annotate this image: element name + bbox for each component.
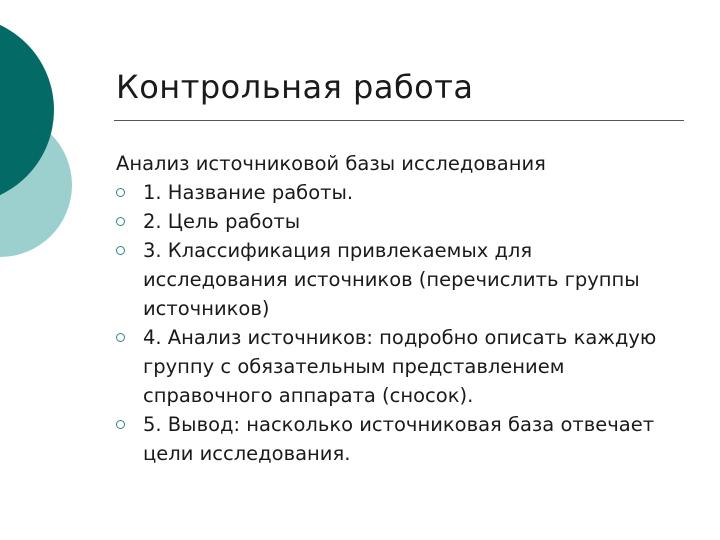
bullet-icon bbox=[116, 217, 125, 226]
slide-title: Контрольная работа bbox=[116, 68, 474, 106]
bullet-icon bbox=[116, 333, 125, 342]
list-item bbox=[116, 236, 676, 323]
list-item bbox=[116, 178, 676, 207]
list-item-text: 5. Вывод: насколько источниковая база отвечает цели исследования. bbox=[143, 413, 655, 465]
bullet-icon bbox=[116, 188, 125, 197]
list-item bbox=[116, 207, 676, 236]
bullet-list bbox=[116, 178, 676, 468]
list-item-text: 1. Название работы. bbox=[143, 181, 354, 204]
title-divider bbox=[114, 120, 684, 121]
intro-text: Анализ источниковой базы исследования bbox=[116, 152, 546, 175]
list-item bbox=[116, 323, 676, 410]
bullet-icon bbox=[116, 246, 125, 255]
list-item-text: 4. Анализ источников: подробно описать каждую группу с обязательным представлением справочного аппарата (сносок). bbox=[143, 326, 657, 407]
list-item-text: 3. Классификация привлекаемых для исследования источников (перечислить группы источников) bbox=[143, 239, 640, 320]
bullet-icon bbox=[116, 420, 125, 429]
decorative-circles bbox=[0, 0, 110, 300]
list-item bbox=[116, 410, 676, 468]
list-item-text: 2. Цель работы bbox=[143, 210, 301, 233]
